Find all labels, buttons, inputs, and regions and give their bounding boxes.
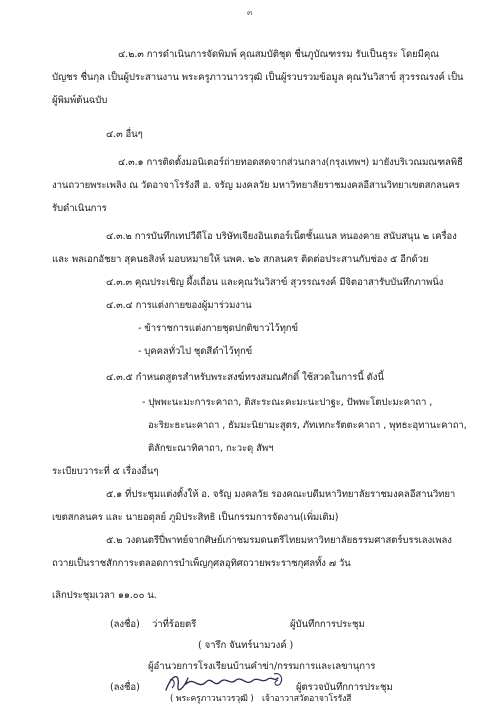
item-4-3-1-line2: งานถวายพระเพลิง ณ วัดอาจาโรรังสี อ. จรัญ มงคลวัย มหาวิทยาลัยราชมงคลอีสานวิทยาเขตสกลนคร (52, 180, 460, 191)
item-5-2-line2: ถวายเป็นราชสักการะตลอดการบำเพ็ญกุศลอุทิศถวายพระราชกุศลทั้ง ๗ วัน (52, 558, 351, 569)
item-4-3-4-bullet1: - ข้าราชการแต่งกายชุดปกติขาวไว้ทุกข์ (138, 323, 298, 334)
item-4-3-2-line1: ๔.๓.๒ การบันทึกเทปวีดีโอ บริษัทเจียงอินเตอร์เน็ตชั้นแนล หนองคาย สนับสนุน ๒ เครื่อง (106, 231, 457, 242)
item-4-3-1-line1: ๔.๓.๑ การติดตั้งมอนิเตอร์ถ่ายทอดสดจากส่วนกลาง(กรุงเทพฯ) มายังบริเวณมณฑลพิธี (118, 157, 463, 168)
closing-time: เลิกประชุมเวลา ๑๑.๐๐ น. (52, 590, 157, 601)
section-4-3-heading: ๔.๓ อื่นๆ (106, 129, 143, 140)
item-4-3-5-line3: ติลักขะณาทิคาถา, กะวะดุ สัพฯ (148, 443, 274, 454)
recorder-role: ผู้บันทึกการประชุม (290, 619, 365, 630)
agenda-5-heading: ระเบียบวาระที่ ๕ เรื่องอื่นๆ (52, 466, 159, 477)
item-4-3-4-bullet2: - บุคคลทั่วไป ชุดสีดำไว้ทุกข์ (138, 346, 253, 357)
item-5-2-line1: ๕.๒ วงดนตรีปี่พาทย์จากศิษย์เก่าชมรมดนตรีไทยมหาวิทยาลัยธรรมศาสตร์บรรเลงเพลง (106, 535, 452, 546)
checker-sign-prefix: (ลงชื่อ) (110, 682, 140, 693)
page-number: ๓ (247, 8, 253, 17)
recorder-rank: ว่าที่ร้อยตรี (152, 619, 197, 630)
recorder-name: ( จารึก จันทร์นามวงค์ ) (198, 640, 294, 651)
checker-role: ผู้ตรวจบันทึกการประชุม (296, 682, 393, 693)
item-4-2-3-line1: ๔.๒.๓ การดำเนินการจัดพิมพ์ คุณสมบัติชุด ชื่นภูบัณฑรรม รับเป็นธุระ โดยมีคุณ (118, 49, 439, 60)
checker-name: ( พระครูภาวนาวรวุฒิ ) (170, 694, 254, 704)
item-4-3-5-line1: - ปุพพะนะมะการะคาถา, ติสะระณะคะมะนะปาฐะ, ปัพพะโตปะมะคาถา , (142, 397, 433, 408)
item-4-3-2-line2: และ พลเอกอัชยา สุคนธสิงห์ มอบหมายให้ นพค. ๒๖ สกลนคร ติดต่อประสานกับช่อง ๕ อีกด้วย (52, 254, 429, 265)
item-4-3-4-heading: ๔.๓.๔ การแต่งกายของผู้มาร่วมงาน (106, 300, 252, 311)
item-5-1-line2: เขตสกลนคร และ นายอดุลย์ ภูมิประสิทธิ เป็นกรรมการจัดงาน(เพิ่มเติม) (52, 512, 339, 523)
item-4-3-1-line3: รับดำเนินการ (52, 203, 107, 214)
recorder-sign-prefix: (ลงชื่อ) (110, 619, 140, 630)
recorder-title: ผู้อำนวยการโรงเรียนบ้านคำข่า/กรรมการและเลขานุการ (148, 661, 376, 672)
item-5-1-line1: ๕.๑ ที่ประชุมแต่งตั้งให้ อ. จรัญ มงคลวัย รองคณะบดีมหาวิทยาลัยราชมงคลอีสานวิทยา (106, 489, 456, 500)
checker-title: เจ้าอาวาสวัดอาจาโรรังสี (262, 694, 352, 704)
item-4-3-3: ๔.๓.๓ คุณประเชิญ ผึ้งเถื่อน และคุณวันวิสาข์ สุวรรณรงค์ มีจิตอาสารับบันทึกภาพนิ่ง (106, 277, 444, 288)
item-4-3-5-heading: ๔.๓.๕ กำหนดสูตรสำหรับพระสงฆ์ทรงสมณศักดิ์ ใช้สวดในการนี้ ดังนี้ (106, 372, 384, 383)
item-4-3-5-line2: อะริยะธะนะคาถา , ธัมมะนิยามะสูตร, ภัทเทกะรัตตะคาถา , พุทธะอุทานะคาถา, (148, 420, 467, 431)
item-4-2-3-line2: บัญชร ชื่นกุล เป็นผู้ประสานงาน พระครูภาวนาวรวุฒิ เป็นผู้รวบรวมข้อมูล คุณวันวิสาข์ สุวรรณรงค์ เป็น (52, 72, 464, 83)
item-4-2-3-line3: ผู้พิมพ์ต้นฉบับ (52, 95, 108, 106)
